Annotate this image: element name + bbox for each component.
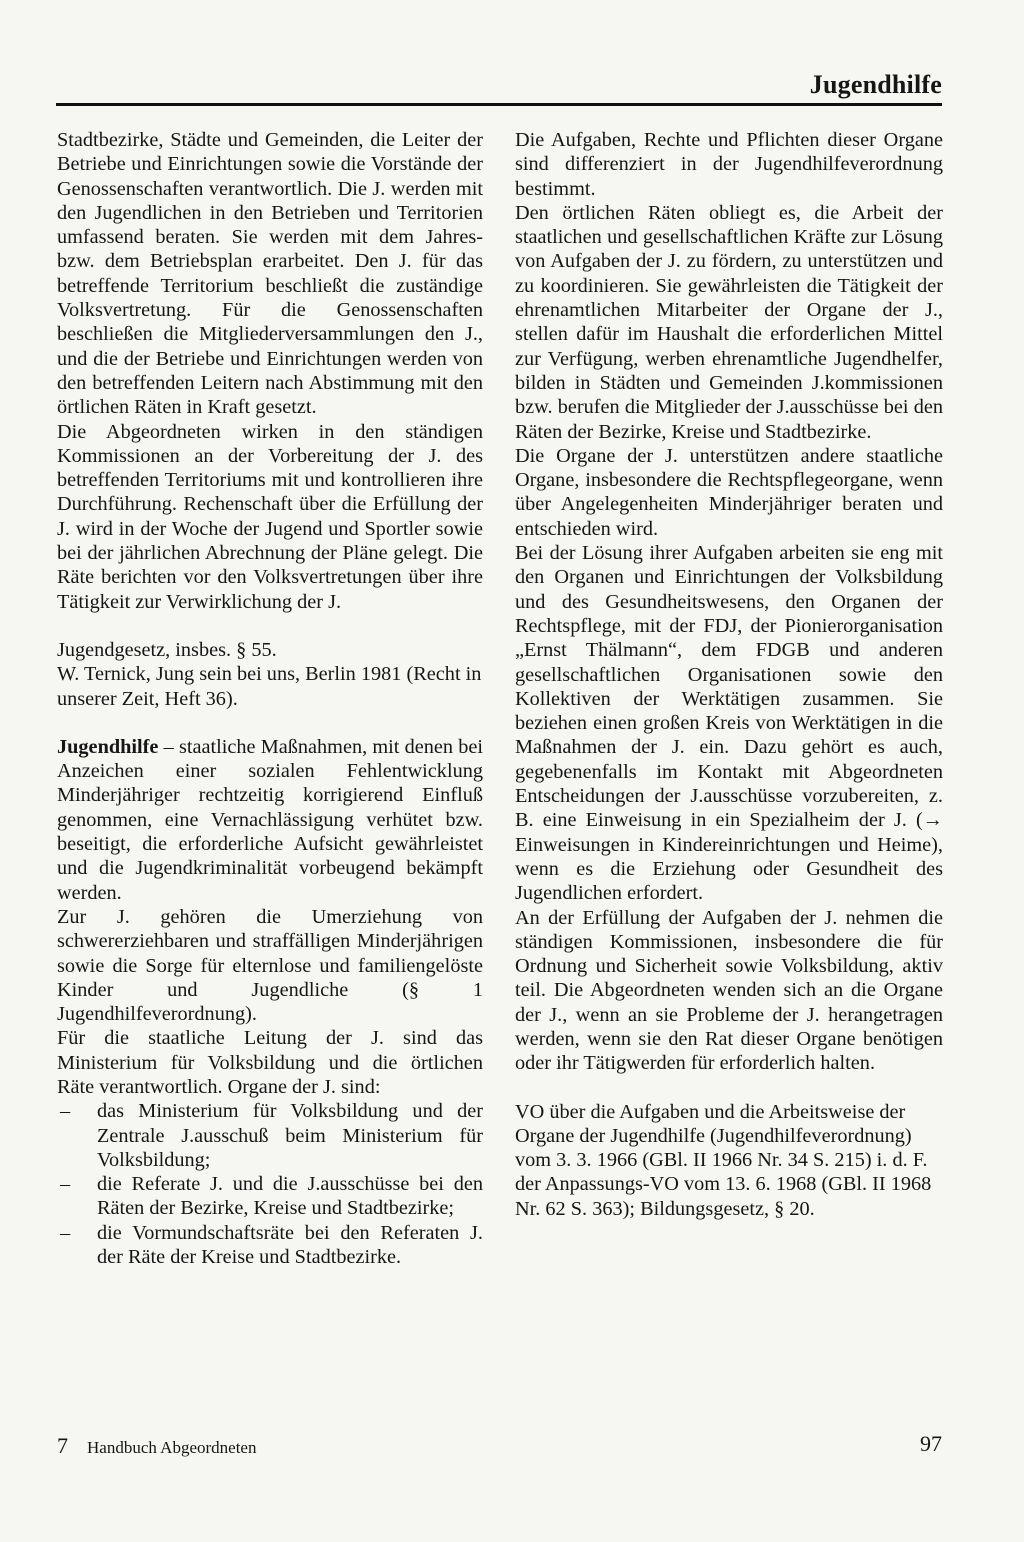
list-item: – das Ministerium für Volksbildung und der Zentrale J.ausschuß beim Ministerium für Volksbildung; xyxy=(57,1099,483,1172)
organ-list xyxy=(57,1099,483,1269)
right-column xyxy=(515,128,943,1221)
paragraph: Stadtbezirke, Städte und Gemeinden, die Leiter der Betriebe und Einrichtungen sowie die Vorstände der Genossenschaften verantwortlich. Die J. werden mit den Jugendlichen in den Betrieben und Territorien umfassend beraten. Sie werden mit dem Jahres- bzw. dem Betriebsplan erarbeitet. Den J. für das betreffende Territorium beschließt die zuständige Volksvertretung. Für die Genossenschaften beschließen die Mitgliederversammlungen den J., und die der Betriebe und Einrichtungen werden von den betreffenden Leitern nach Abstimmung mit den örtlichen Räten in Kraft gesetzt. xyxy=(57,129,483,419)
page-number: 97 xyxy=(920,1431,942,1456)
signature-mark: 7 xyxy=(57,1433,68,1458)
paragraph: Die Organe der J. unterstützen andere staatliche Organe, insbesondere die Rechtspflegeorgane, wenn über Angelegenheiten Minderjähriger beraten und entschieden wird. xyxy=(515,444,943,540)
paragraph: Die Aufgaben, Rechte und Pflichten dieser Organe sind differenziert in der Jugendhilfeverordnung bestimmt. xyxy=(515,129,943,200)
reference: VO über die Aufgaben und die Arbeitsweise der Organe der Jugendhilfe (Jugendhilfeverordnung) vom 3. 3. 1966 (GBl. II 1966 Nr. 34 S. 215) i. d. F. der Anpassungs-VO vom 13. 6. 1968 (GBl. II 1968 Nr. 62 S. 363); Bildungsgesetz, § 20. xyxy=(515,1100,932,1220)
paragraph: Die Abgeordneten wirken in den ständigen Kommissionen an der Vorbereitung der J. des betreffenden Territoriums mit und kontrollieren ihre Durchführung. Rechenschaft über die Erfüllung der J. wird in der Woche der Jugend und Sportler sowie bei der jährlichen Abrechnung der Pläne gelegt. Die Räte berichten vor den Volksvertretungen über ihre Tätigkeit zur Verwirklichung der J. xyxy=(57,420,483,613)
entry-term: Jugendhilfe xyxy=(57,735,159,758)
reference: Jugendgesetz, insbes. § 55. xyxy=(57,638,277,661)
paragraph: Den örtlichen Räten obliegt es, die Arbeit der staatlichen und gesellschaftlichen Kräfte zur Lösung von Aufgaben der J. zu fördern, zu unterstützen und zu koordinieren. Sie gewährleisten die Tätigkeit der ehrenamtlichen Mitarbeiter der Organe der J., stellen dafür im Haushalt die erforderlichen Mittel zur Verfügung, werben ehrenamtliche Jugendhelfer, bilden in Städten und Gemeinden J.kommissionen bzw. berufen die Mitglieder der J.ausschüsse bei den Räten der Bezirke, Kreise und Stadtbezirke. xyxy=(515,201,943,443)
header-rule xyxy=(56,103,942,106)
dictionary-entry xyxy=(57,735,483,905)
paragraph: Zur J. gehören die Umerziehung von schwererziehbaren und straffälligen Minderjährigen sowie die Sorge für elternlose und familiengelöste Kinder und Jugendliche (§ 1 Jugendhilfeverordnung). xyxy=(57,905,483,1026)
left-column xyxy=(57,128,483,1269)
paragraph: Bei der Lösung ihrer Aufgaben arbeiten sie eng mit den Organen und Einrichtungen der Volksbildung und des Gesundheitswesens, den Organen der Rechtspflege, mit der FDJ, der Pionierorganisation „Ernst Thälmann“, dem FDGB und anderen gesellschaftlichen Organisationen sowie den Kollektiven der Werktätigen zusammen. Sie beziehen einen großen Kreis von Werktätigen in die Maßnahmen der J. ein. Dazu gehört es auch, gegebenenfalls im Kontakt mit Abgeordneten Entscheidungen der J.ausschüsse vorzubereiten, z. B. eine Einweisung in ein Spezialheim der J. (→ Einweisungen in Kindereinrichtungen und Heime), wenn es die Erziehung oder Gesundheit des Jugendlichen erfordert. xyxy=(515,542,943,905)
reference: W. Ternick, Jung sein bei uns, Berlin 1981 (Recht in unserer Zeit, Heft 36). xyxy=(57,663,482,710)
entry-definition: – staatliche Maßnahmen, mit denen bei Anzeichen einer sozialen Fehlentwicklung Minderjähriger rechtzeitig korrigierend Einfluß genommen, eine Vernachlässigung verhütet bzw. beseitigt, die erforderliche Aufsicht gewährleistet und die Jugendkriminalität vorbeugend bekämpft werden. xyxy=(57,735,483,904)
list-item: – die Referate J. und die J.ausschüsse bei den Räten der Bezirke, Kreise und Stadtbezirke; xyxy=(57,1172,483,1221)
list-item: – die Vormundschaftsräte bei den Referaten J. der Räte der Kreise und Stadtbezirke. xyxy=(57,1221,483,1270)
footer-left xyxy=(57,1433,256,1459)
paragraph: Für die staatliche Leitung der J. sind das Ministerium für Volksbildung und die örtlichen Räte verantwortlich. Organe der J. sind: xyxy=(57,1027,483,1098)
publication-name: Handbuch Abgeordneten xyxy=(87,1438,257,1457)
running-head-title: Jugendhilfe xyxy=(809,70,942,99)
paragraph: An der Erfüllung der Aufgaben der J. nehmen die ständigen Kommissionen, insbesondere die für Ordnung und Sicherheit sowie Volksbildung, aktiv teil. Die Abgeordneten wenden sich an die Organe der J., wenn an sie Probleme der J. herangetragen werden, wenn sie den Rat dieser Organe benötigen oder ihr Tätigwerden für erforderlich halten. xyxy=(515,906,943,1075)
